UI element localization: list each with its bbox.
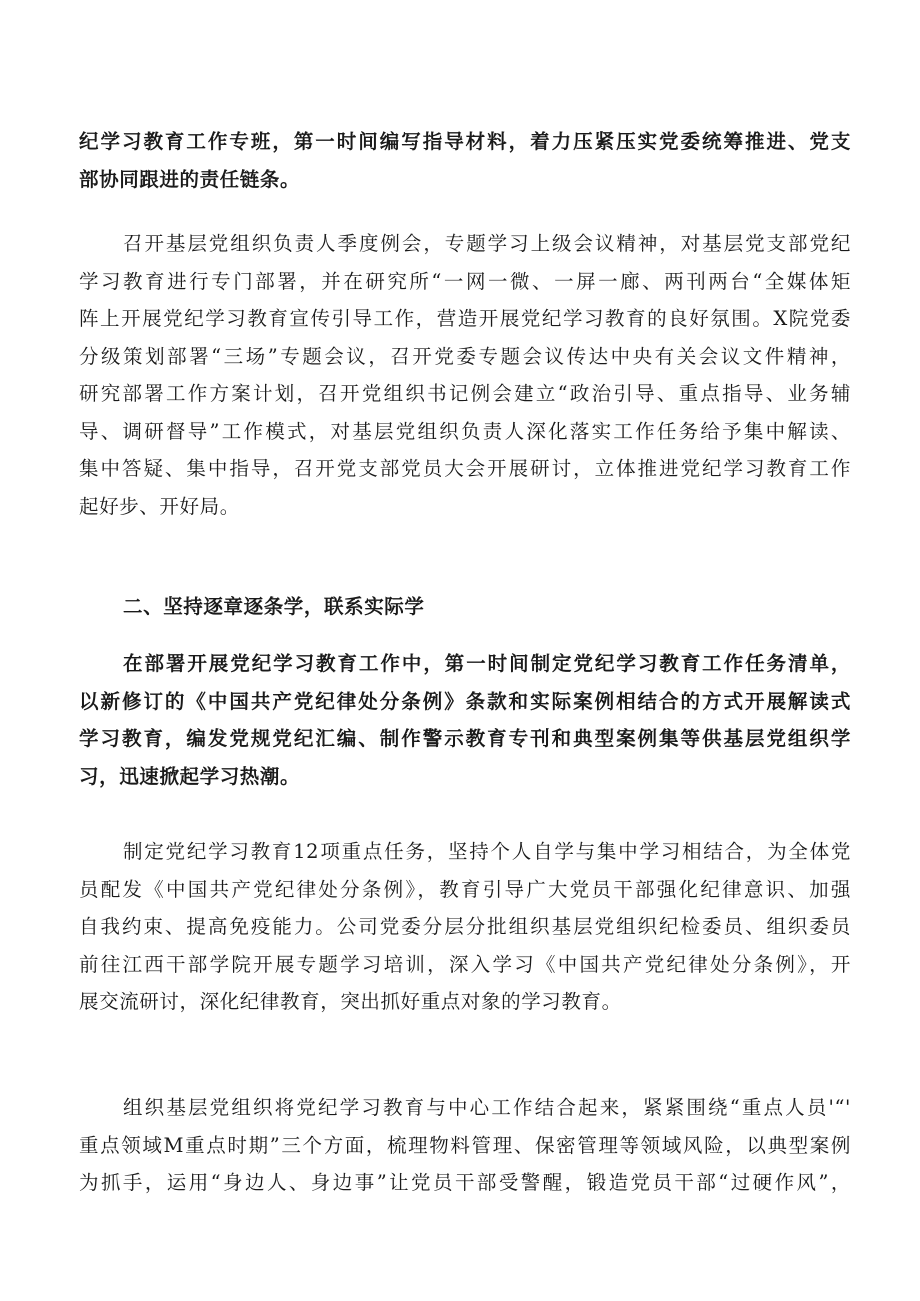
section-heading: [79, 588, 851, 626]
paragraph-line: 纪学习教育工作专班，第一时间编写指导材料，着力压紧压实党委统筹推进、党支: [79, 130, 851, 153]
paragraph-line: 召开基层党组织负责人季度例会，专题学习上级会议精神，对基层党支部党纪: [123, 232, 851, 255]
paragraph-2: [79, 225, 851, 525]
paragraph-line: 分级策划部署“三场”专题会议，召开党委专题会议传达中央有关会议文件精神，: [79, 344, 851, 368]
paragraph-line: 研究部署工作方案计划，召开党组织书记例会建立“政治引导、重点指导、业务辅: [79, 382, 851, 405]
paragraph-line: 学习教育进行专门部署，并在研究所“一网一微、一屏一廊、两刊两台“全媒体矩: [79, 269, 851, 293]
paragraph-4: [79, 833, 851, 1021]
paragraph-line: 员配发《中国共产党纪律处分条例》，教育引导广大党员干部强化纪律意识、加强: [79, 877, 851, 901]
paragraph-line: 以新修订的《中国共产党纪律处分条例》条款和实际案例相结合的方式开展解读式: [79, 689, 851, 713]
paragraph-line: 组织基层党组织将党纪学习教育与中心工作结合起来，紧紧围绕“重点人员'“': [123, 1096, 851, 1119]
paragraph-line: 集中答疑、集中指导，召开党支部党员大会开展研讨，立体推进党纪学习教育工作: [79, 457, 851, 480]
paragraph-line: 学习教育，编发党规党纪汇编、制作警示教育专刊和典型案例集等供基层党组织学: [79, 727, 851, 750]
paragraph-line: 导、调研督导”工作模式，对基层党组织负责人深化落实工作任务给予集中解读、: [79, 419, 851, 443]
paragraph-1: [79, 123, 851, 198]
paragraph-line: 为抓手，运用“身边人、身边事”让党员干部受警醒，锻造党员干部“过硬作风”，: [79, 1171, 851, 1194]
paragraph-5: [79, 1089, 851, 1202]
paragraph-line: 自我约束、提高免疫能力。公司党委分层分批组织基层党组织纪检委员、组织委员: [79, 915, 851, 938]
paragraph-line: 习，迅速掀起学习热潮。: [79, 764, 301, 788]
paragraph-line: 重点领域M重点时期”三个方面，梳理物料管理、保密管理等领域风险，以典型案例: [79, 1133, 851, 1157]
paragraph-line: 在部署开展党纪学习教育工作中，第一时间制定党纪学习教育工作任务清单，: [123, 652, 851, 675]
paragraph-line: 前往江西干部学院开展专题学习培训，深入学习《中国共产党纪律处分条例》，开: [79, 952, 851, 976]
paragraph-line: 制定党纪学习教育12项重点任务，坚持个人自学与集中学习相结合，为全体党: [123, 840, 851, 863]
paragraph-line: 起好步、开好局。: [79, 494, 240, 518]
paragraph-3: [79, 645, 851, 795]
paragraph-line: 展交流研讨，深化纪律教育，突出抓好重点对象的学习教育。: [79, 990, 622, 1013]
paragraph-line: 部协同跟进的责任链条。: [79, 167, 301, 191]
heading-text: 二、坚持逐章逐条学，联系实际学: [123, 595, 425, 618]
paragraph-line: 阵上开展党纪学习教育宣传引导工作，营造开展党纪学习教育的良好氛围。X院党委: [79, 307, 851, 330]
